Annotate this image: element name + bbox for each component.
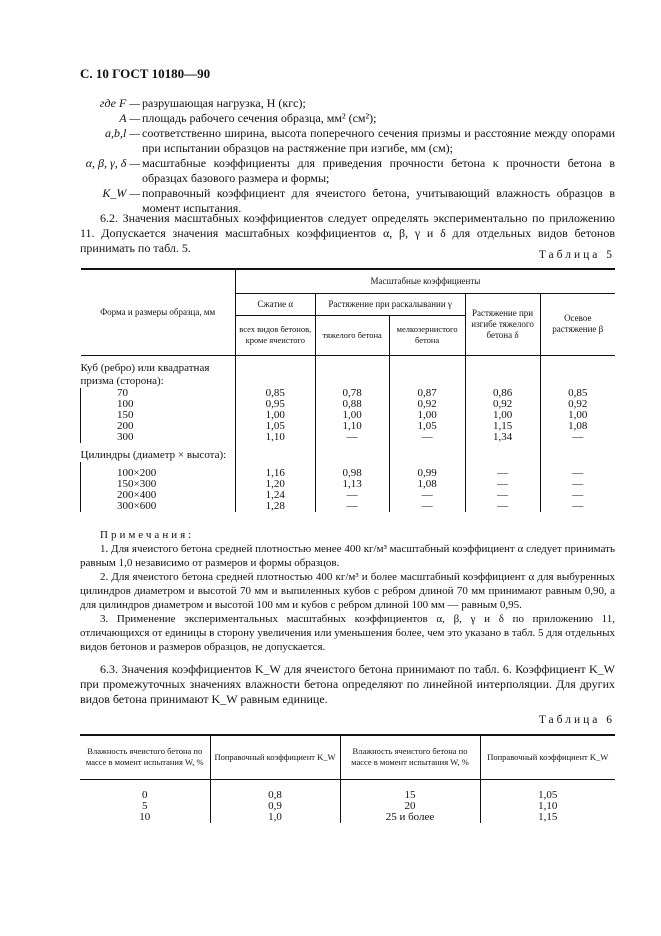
table-row: 100 0,95 0,88 0,92 0,92 0,92 <box>81 399 616 410</box>
t5-head-all: всех видов бетонов, кроме ячеистого <box>235 315 315 355</box>
t5-head-form: Форма и размеры образца, мм <box>81 269 236 355</box>
t6-head-coef-2: Поправочный коэффициент K_W <box>480 735 615 779</box>
definition-item: a,b,l — соответственно ширина, высота поперечного сечения призмы и расстояние между опорами при испытании образцов на растяжение при изгибе, мм (см); <box>104 126 615 155</box>
definition-item: A — площадь рабочего сечения образца, мм² (см²); <box>119 111 377 125</box>
table-row: 100×200 1,16 0,98 0,99 — — <box>81 462 616 479</box>
paragraph-6-2: 6.2. Значения масштабных коэффициентов следует определять экспериментально по приложению 11. Допускается значения масштабных коэффициентов α, β, γ и δ для отдельных видов бетонов принимать по табл. 5. <box>80 211 615 255</box>
table-row: Куб (ребро) или квадратная призма (сторона): <box>81 355 616 388</box>
table-6 <box>80 734 615 823</box>
definition-item: K_W — поправочный коэффициент для ячеистого бетона, учитывающий влажность образцов в момент испытания. <box>102 186 615 215</box>
table-5-caption: Таблица 5 <box>538 249 615 261</box>
note-item: 1. Для ячеистого бетона средней плотностью менее 400 кг/м³ масштабный коэффициент α следует принимать равным 1,0 независимо от размеров и формы образцов. <box>80 543 615 569</box>
t5-head-scale: Масштабные коэффициенты <box>235 269 615 293</box>
table-row: 0 0,8 15 1,05 <box>80 779 615 801</box>
t6-head-coef-1: Поправочный коэффициент K_W <box>210 735 340 779</box>
definition-item: где F — разрушающая нагрузка, Н (кгс); <box>99 96 306 110</box>
page-header: С. 10 ГОСТ 10180—90 <box>80 66 211 81</box>
table-row: 150×300 1,20 1,13 1,08 — — <box>81 479 616 490</box>
table-row: 5 0,9 20 1,10 <box>80 801 615 812</box>
table-6-caption: Таблица 6 <box>538 714 615 726</box>
t6-head-moisture-1: Влажность ячеистого бетона по массе в момент испытания W, % <box>80 735 210 779</box>
table-row: 70 0,85 0,78 0,87 0,86 0,85 <box>81 388 616 399</box>
t5-head-axial: Осевое растяжение β <box>540 293 615 355</box>
t5-head-compression: Сжатие α <box>235 293 315 315</box>
note-item: 3. Применение экспериментальных масштабных коэффициентов α, β, γ и δ по приложению 11, отличающихся от единицы в сторону увеличения или уменьшения более, чем это указано в табл. 5 для отдельных видов бетонов и размеров образцов, не допускается. <box>80 613 615 653</box>
table-row: 150 1,00 1,00 1,00 1,00 1,00 <box>81 410 616 421</box>
t5-head-bend: Растяжение при изгибе тяжелого бетона δ <box>465 293 540 355</box>
table-row: 200 1,05 1,10 1,05 1,15 1,08 <box>81 421 616 432</box>
definition-item: α, β, γ, δ — масштабные коэффициенты для приведения прочности бетона к прочности бетона в образцах базового размера и формы; <box>85 156 615 185</box>
table-row: 200×400 1,24 — — — — <box>81 490 616 501</box>
table-5 <box>80 268 615 512</box>
notes-title: Примечания: <box>100 529 195 541</box>
table-row: 300 1,10 — — 1,34 — <box>81 432 616 443</box>
t5-head-heavy: тяжелого бетона <box>315 315 389 355</box>
t5-head-split: Растяжение при раскалывании γ <box>315 293 465 315</box>
table-row: 10 1,0 25 и более 1,15 <box>80 812 615 823</box>
table-row: 300×600 1,28 — — — — <box>81 501 616 512</box>
definitions-list <box>60 96 615 216</box>
table-5-notes <box>80 528 615 654</box>
t5-head-fine: мелкозернистого бетона <box>389 315 465 355</box>
paragraph-6-3: 6.3. Значения коэффициентов K_W для ячеистого бетона принимают по табл. 6. Коэффициент K_W при промежуточных значениях влажности бетона определяют по линейной интерполяции. Для других видов бетона принимают K_W равным единице. <box>80 662 615 706</box>
t6-head-moisture-2: Влажность ячеистого бетона по массе в момент испытания W, % <box>340 735 480 779</box>
table-row: Цилиндры (диаметр × высота): <box>81 443 616 462</box>
note-item: 2. Для ячеистого бетона средней плотностью 400 кг/м³ и более масштабный коэффициент α для выбуренных цилиндров диаметром и высотой 70 мм и выпиленных кубов с ребром длиной 70 мм принимают равным 0,90, а для цилиндров диаметром и высотой 100 мм и кубов с ребром длиной 100 мм — равным 0,95. <box>80 571 615 611</box>
